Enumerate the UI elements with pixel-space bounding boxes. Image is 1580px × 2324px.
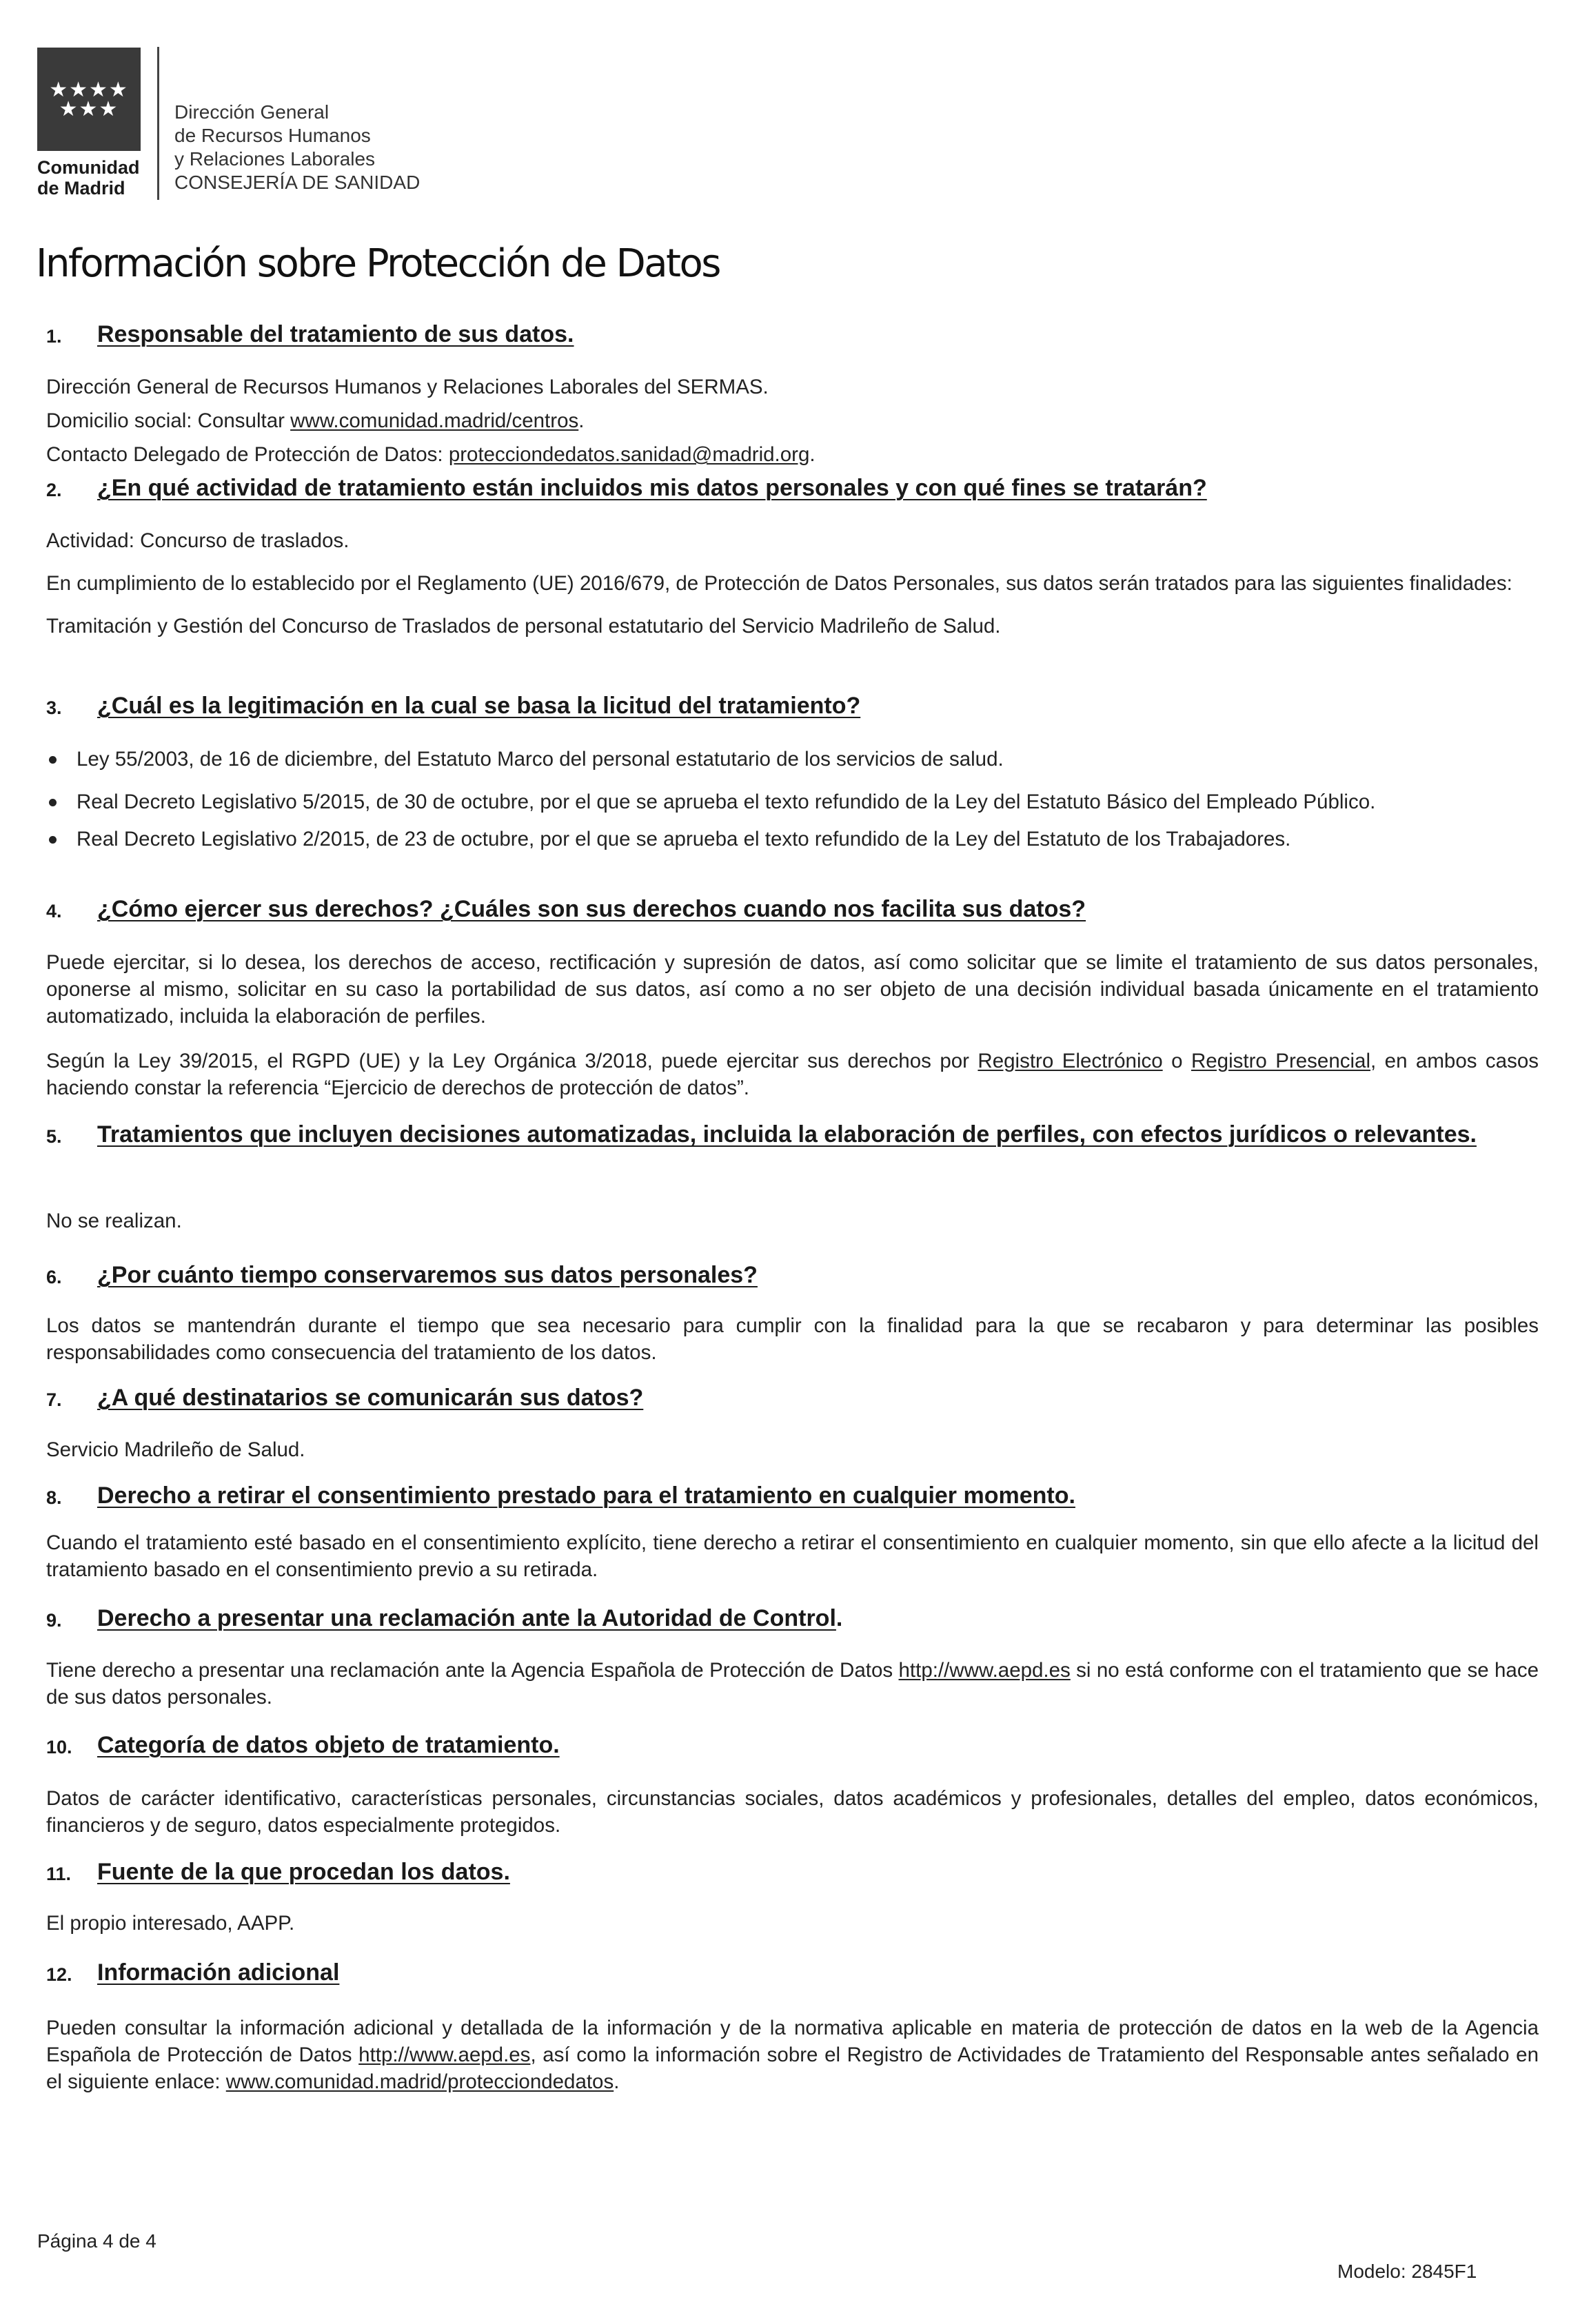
section-6-body [46,1312,1539,1366]
section-12 [46,1957,1539,1990]
section-11-body [46,1910,1539,1937]
registro-presencial-link[interactable]: Registro Presencial [1191,1050,1371,1072]
complaint-prefix: Tiene derecho a presentar una reclamación ante la Agencia Española de Protección de Datos [46,1659,899,1682]
section-title: ¿Cómo ejercer sus derechos? ¿Cuáles son sus derechos cuando nos facilita sus datos? [97,896,1086,922]
rights-exercise-mid: o [1162,1050,1191,1072]
address-label: Domicilio social: Consultar [46,409,291,432]
section-number: 8. [46,1487,62,1508]
activity-text: Actividad: Concurso de traslados. [46,529,350,552]
section-title: ¿A qué destinatarios se comunicarán sus datos? [97,1385,644,1411]
section-4-body [46,949,1539,1101]
section-number: 7. [46,1389,62,1410]
section-9-body [46,1657,1539,1711]
section-3 [46,691,1539,723]
department-line-2: de Recursos Humanos [174,125,371,146]
department-line-1: Dirección General [174,101,330,123]
stars-icon: ★★★★ ★★★ [49,78,129,121]
section-8-body [46,1529,1539,1583]
dpo-suffix: . [809,443,816,466]
consent-withdrawal-text: Cuando el tratamiento esté basado en el consentimiento explícito, tiene derecho a retirar el consentimiento en cualquier momento, sin que ello afecte a la licitud del tratamiento basado en el consentimiento previo a su retirada. [46,1531,1539,1581]
purpose-intro: En cumplimiento de lo establecido por el Reglamento (UE) 2016/679, de Protección de Datos Personales, sus datos serán tratados para las siguientes finalidades: [46,572,1512,595]
list-item: Real Decreto Legislativo 5/2015, de 30 de octubre, por el que se aprueba el texto refundido de la Ley del Estatuto Básico del Empleado Público. [46,788,1539,815]
complaint-text [46,1657,1539,1711]
section-number: 11. [46,1864,72,1884]
section-7-body [46,1436,1539,1463]
recipients-text: Servicio Madrileño de Salud. [46,1438,305,1461]
section-title: Tratamientos que incluyen decisiones automatizadas, incluida la elaboración de perfiles, con efectos jurídicos o relevantes. [97,1121,1477,1148]
aepd-link[interactable]: http://www.aepd.es [358,2043,531,2066]
section-7 [46,1383,1539,1415]
list-item: Ley 55/2003, de 16 de diciembre, del Estatuto Marco del personal estatutario de los servicios de salud. [46,746,1539,773]
comunidad-madrid-logo [37,48,141,151]
purpose-text: Tramitación y Gestión del Concurso de Traslados de personal estatutario del Servicio Madrileño de Salud. [46,615,1001,638]
department-block [174,101,420,194]
additional-info-text [46,2015,1539,2095]
additional-info-mid: , así como la información sobre el Registro de Actividades de Tratamiento del Responsable antes señalado en el siguiente enlace: [46,2043,1539,2093]
data-source-text: El propio interesado, AAPP. [46,1912,295,1935]
rights-exercise-prefix: Según la Ley 39/2015, el RGPD (UE) y la Ley Orgánica 3/2018, puede ejercitar sus derechos por [46,1050,978,1072]
additional-info-suffix: . [614,2070,620,2093]
responsible-entity: Dirección General de Recursos Humanos y Relaciones Laborales del SERMAS. [46,376,769,398]
complaint-suffix: si no está conforme con el tratamiento que se hace de sus datos personales. [46,1659,1539,1709]
section-9 [46,1603,1539,1635]
section-1-body [46,374,1539,468]
department-line-4: CONSEJERÍA DE SANIDAD [174,172,421,193]
section-2 [46,473,1539,505]
section-title: ¿En qué actividad de tratamiento están incluidos mis datos personales y con qué fines se tratarán? [97,475,1207,501]
page-number: Página 4 de 4 [37,2230,156,2252]
section-number: 1. [46,326,62,347]
section-number: 9. [46,1610,62,1631]
section-number: 4. [46,901,62,921]
section-title: Derecho a retirar el consentimiento prestado para el tratamiento en cualquier momento. [97,1482,1075,1509]
registered-address [46,407,1539,434]
section-title [97,1603,1539,1633]
header-divider [157,47,159,200]
section-number: 5. [46,1126,62,1147]
section-5 [46,1119,1539,1152]
model-code: Modelo: 2845F1 [1337,2261,1477,2282]
data-categories-text: Datos de carácter identificativo, características personales, circunstancias sociales, datos académicos y profesionales, detalles del empleo, datos económicos, financieros y de seguro, datos especialmente protegidos. [46,1787,1539,1837]
section-4 [46,894,1539,926]
page-title: Información sobre Protección de Datos [36,241,720,286]
section-8 [46,1480,1539,1513]
dpo-contact [46,441,1539,468]
logo-line-2: de Madrid [37,178,125,198]
section-title: Fuente de la que procedan los datos. [97,1859,510,1885]
section-title: ¿Por cuánto tiempo conservaremos sus datos personales? [97,1262,758,1288]
list-item: Real Decreto Legislativo 2/2015, de 23 de octubre, por el que se aprueba el texto refundido de la Ley del Estatuto de los Trabajadores. [46,826,1539,853]
automated-decisions-text: No se realizan. [46,1210,182,1232]
section-number: 6. [46,1267,62,1287]
section-number: 2. [46,480,62,500]
section-number: 3. [46,697,62,718]
section-number: 12. [46,1964,72,1985]
rights-exercise-suffix: , en ambos casos haciendo constar la referencia “Ejercicio de derechos de protección de datos”. [46,1050,1539,1099]
dpo-email-link[interactable]: protecciondedatos.sanidad@madrid.org [448,443,810,466]
logo-line-1: Comunidad [37,157,140,178]
section-title-punct: . [835,1605,843,1631]
additional-info-prefix: Pueden consultar la información adicional y detallada de la información y de la normativa aplicable en materia de protección de datos en la web de la Agencia Española de Protección de Datos [46,2017,1539,2066]
department-line-3: y Relaciones Laborales [174,148,376,170]
section-11 [46,1857,1539,1889]
retention-text: Los datos se mantendrán durante el tiempo que sea necesario para cumplir con la finalidad para la que se recabaron y para determinar las posibles responsabilidades como consecuencia del tratamiento de los datos. [46,1314,1539,1364]
section-title: Información adicional [97,1959,340,1986]
section-1 [46,319,1539,351]
section-title-text: Derecho a presentar una reclamación ante la Autoridad de Control [97,1605,836,1631]
section-5-body [46,1207,1539,1234]
address-suffix: . [578,409,585,432]
aepd-link[interactable]: http://www.aepd.es [898,1659,1071,1682]
protecciondedatos-link[interactable]: www.comunidad.madrid/protecciondedatos [225,2070,614,2093]
dpo-label: Contacto Delegado de Protección de Datos: [46,443,449,466]
logo-text [37,157,148,198]
section-10-body [46,1785,1539,1839]
section-number: 10. [46,1737,72,1757]
section-10 [46,1730,1539,1762]
section-title: Categoría de datos objeto de tratamiento. [97,1732,560,1758]
section-title: ¿Cuál es la legitimación en la cual se basa la licitud del tratamiento? [97,693,861,719]
legal-basis-list [46,746,1539,853]
section-6 [46,1260,1539,1292]
rights-exercise-text [46,1048,1539,1101]
rights-text: Puede ejercitar, si lo desea, los derechos de acceso, rectificación y supresión de datos, así como solicitar que se limite el tratamiento de sus datos personales, oponerse al mismo, solicitar en su caso la portabilidad de sus datos, así como a no ser objeto de una decisión individual basada únicamente en el tratamiento automatizado, incluida la elaboración de perfiles. [46,951,1539,1028]
section-2-body [46,527,1539,640]
centros-link[interactable]: www.comunidad.madrid/centros [290,409,579,432]
section-title: Responsable del tratamiento de sus datos. [97,321,574,347]
section-3-body [46,746,1539,853]
section-12-body [46,2015,1539,2095]
registro-electronico-link[interactable]: Registro Electrónico [978,1050,1163,1072]
